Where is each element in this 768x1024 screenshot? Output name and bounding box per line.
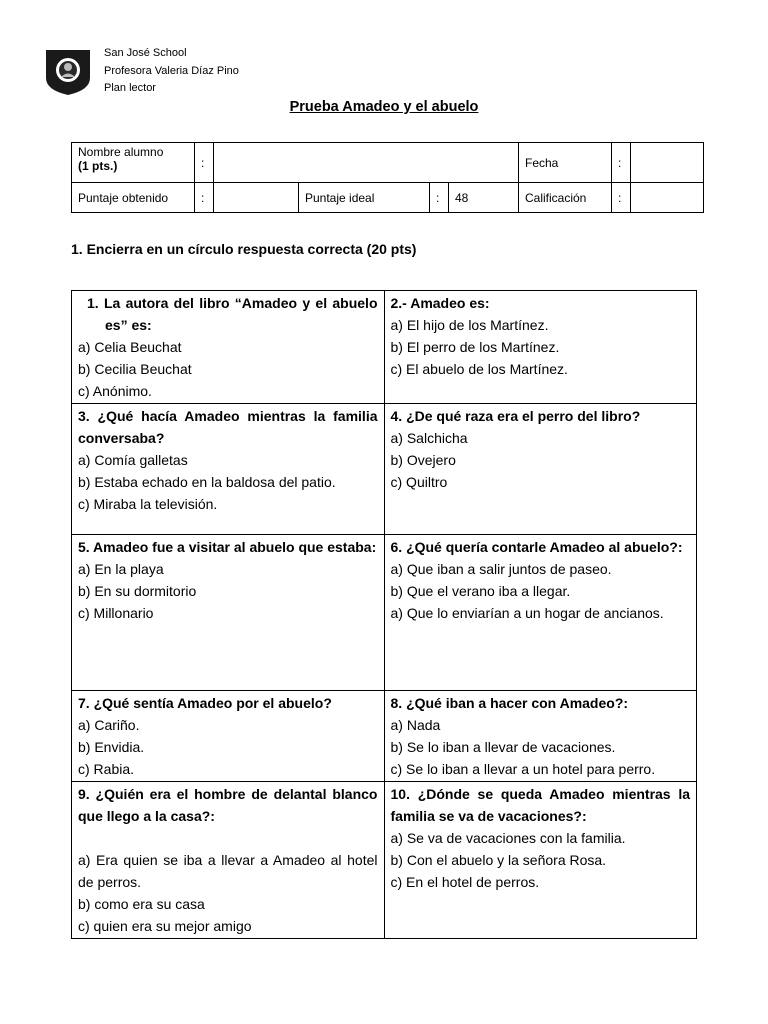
option[interactable]: b) Estaba echado en la baldosa del patio. bbox=[78, 474, 336, 490]
question-cell: 9. ¿Quién era el hombre de delantal blanco que llego a la casa?: a) Era quien se iba a llevar a Amadeo al hotel de perros. b) como era su casa c) quien era su mejor amigo bbox=[72, 782, 385, 939]
option[interactable]: c) Miraba la televisión. bbox=[78, 496, 218, 512]
name-label-cell: Nombre alumno (1 pts.) bbox=[72, 143, 195, 183]
name-field[interactable] bbox=[214, 143, 519, 183]
option[interactable]: a) Salchicha bbox=[390, 430, 468, 446]
option[interactable]: b) Que el verano iba a llegar. bbox=[390, 583, 571, 599]
option[interactable]: a) Era quien se iba a llevar a Amadeo al hotel de perros. bbox=[78, 852, 378, 890]
option[interactable]: a) Que lo enviarían a un hogar de ancianos. bbox=[390, 605, 664, 621]
header-info bbox=[104, 45, 239, 98]
option[interactable]: b) Ovejero bbox=[390, 452, 456, 468]
option[interactable]: c) Quiltro bbox=[390, 474, 448, 490]
ideal-label: Puntaje ideal bbox=[299, 183, 430, 213]
option[interactable]: b) El perro de los Martínez. bbox=[390, 339, 560, 355]
option[interactable]: a) Celia Beuchat bbox=[78, 339, 182, 355]
option[interactable]: b) Envidia. bbox=[78, 739, 145, 755]
option[interactable]: b) Con el abuelo y la señora Rosa. bbox=[390, 852, 607, 868]
option[interactable]: b) Se lo iban a llevar de vacaciones. bbox=[390, 739, 616, 755]
option[interactable]: a) Comía galletas bbox=[78, 452, 188, 468]
school-name: San José School bbox=[104, 47, 187, 59]
option[interactable]: a) Nada bbox=[390, 717, 441, 733]
date-field[interactable] bbox=[631, 143, 704, 183]
date-label: Fecha bbox=[519, 143, 612, 183]
question-cell: 6. ¿Qué quería contarle Amadeo al abuelo?: a) Que iban a salir juntos de paseo. b) Que el verano iba a llegar. a) Que lo enviarían a un hogar de ancianos. bbox=[384, 535, 697, 691]
option[interactable]: c) Se lo iban a llevar a un hotel para perro. bbox=[390, 761, 656, 777]
teacher-name: Profesora Valeria Díaz Pino bbox=[104, 64, 239, 77]
option[interactable]: c) Anónimo. bbox=[78, 383, 152, 399]
option[interactable]: c) quien era su mejor amigo bbox=[78, 918, 252, 934]
question-cell: 1. La autora del libro “Amadeo y el abuelo es” es: a) Celia Beuchat b) Cecilia Beuchat c) Anónimo. bbox=[72, 291, 385, 404]
question-cell: 5. Amadeo fue a visitar al abuelo que estaba: a) En la playa b) En su dormitorio c) Millonario bbox=[72, 535, 385, 691]
option[interactable]: a) En la playa bbox=[78, 561, 164, 577]
ideal-value: 48 bbox=[449, 183, 519, 213]
option[interactable]: b) como era su casa bbox=[78, 896, 205, 912]
question-cell: 2.- Amadeo es: a) El hijo de los Martínez. b) El perro de los Martínez. c) El abuelo de los Martínez. bbox=[384, 291, 697, 404]
questions-table bbox=[71, 290, 697, 939]
question-cell: 7. ¿Qué sentía Amadeo por el abuelo? a) Cariño. b) Envidia. c) Rabia. bbox=[72, 691, 385, 782]
student-info-table: Nombre alumno (1 pts.) : Fecha : Puntaje obtenido : Puntaje ideal : 48 Calificación : bbox=[71, 142, 704, 213]
question-cell: 10. ¿Dónde se queda Amadeo mientras la familia se va de vacaciones?: a) Se va de vacaciones con la familia. b) Con el abuelo y la señora Rosa. c) En el hotel de perros. bbox=[384, 782, 697, 939]
grade-field[interactable] bbox=[631, 183, 704, 213]
question-cell: 3. ¿Qué hacía Amadeo mientras la familia conversaba? a) Comía galletas b) Estaba echado en la baldosa del patio. c) Miraba la televisión. bbox=[72, 404, 385, 535]
option[interactable]: b) Cecilia Beuchat bbox=[78, 361, 192, 377]
option[interactable]: a) El hijo de los Martínez. bbox=[390, 317, 549, 333]
option[interactable]: a) Que iban a salir juntos de paseo. bbox=[390, 561, 612, 577]
school-logo bbox=[44, 48, 92, 96]
score-field[interactable] bbox=[214, 183, 299, 213]
page-title: Prueba Amadeo y el abuelo bbox=[289, 99, 479, 115]
question-cell: 4. ¿De qué raza era el perro del libro? a) Salchicha b) Ovejero c) Quiltro bbox=[384, 404, 697, 535]
option[interactable]: a) Cariño. bbox=[78, 717, 140, 733]
option[interactable]: b) En su dormitorio bbox=[78, 583, 197, 599]
grade-label: Calificación bbox=[519, 183, 612, 213]
option[interactable]: c) En el hotel de perros. bbox=[390, 874, 540, 890]
question-cell: 8. ¿Qué iban a hacer con Amadeo?: a) Nada b) Se lo iban a llevar de vacaciones. c) Se lo iban a llevar a un hotel para perro. bbox=[384, 691, 697, 782]
option[interactable]: c) Millonario bbox=[78, 605, 154, 621]
section-heading: 1. Encierra en un círculo respuesta correcta (20 pts) bbox=[71, 241, 417, 257]
option[interactable]: a) Se va de vacaciones con la familia. bbox=[390, 830, 626, 846]
option[interactable]: c) El abuelo de los Martínez. bbox=[390, 361, 568, 377]
subject-name: Plan lector bbox=[104, 82, 156, 94]
option[interactable]: c) Rabia. bbox=[78, 761, 135, 777]
score-label: Puntaje obtenido bbox=[72, 183, 195, 213]
